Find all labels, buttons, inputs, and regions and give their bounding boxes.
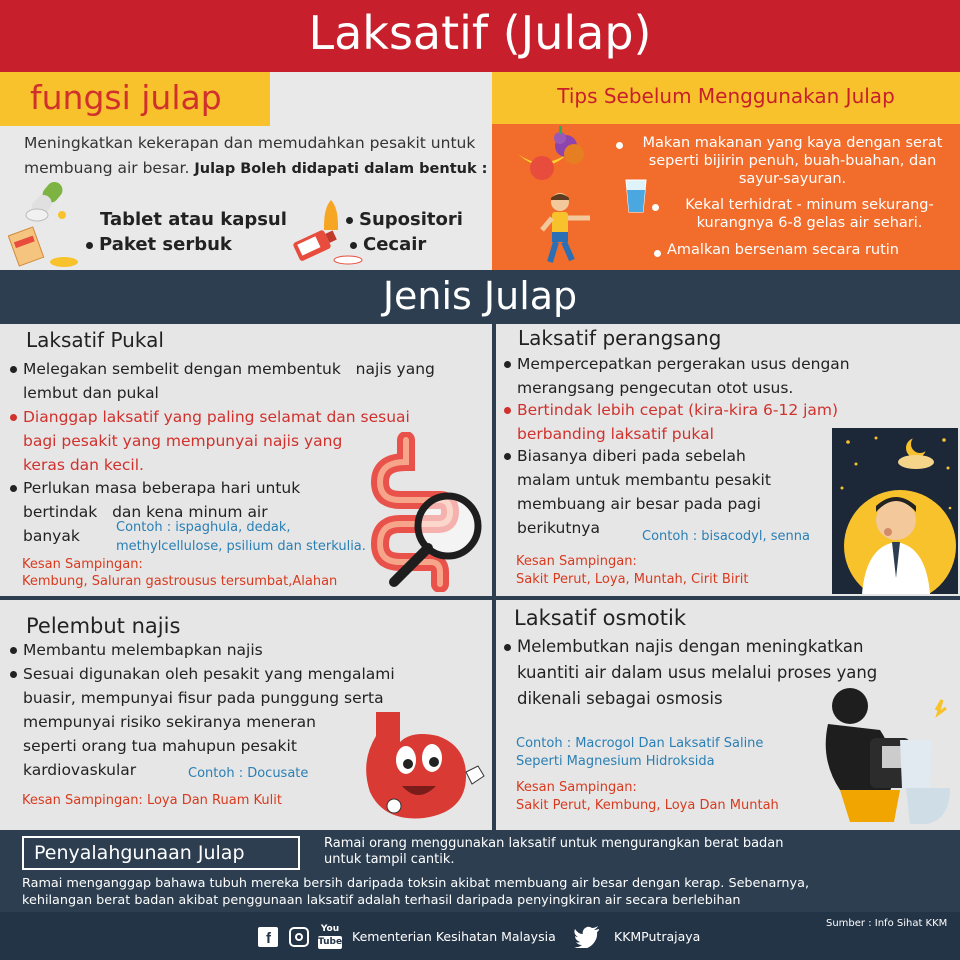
perangsang-b3b: malam untuk membantu pesakit: [517, 471, 771, 489]
perangsang-b2b: berbanding laksatif pukal: [517, 425, 714, 443]
page-title: Laksatif (Julap): [308, 6, 652, 60]
fungsi-text-2a: membuang air besar.: [24, 159, 190, 177]
youtube-icon[interactable]: [318, 923, 342, 951]
tips-item-3: Amalkan bersenam secara rutin: [667, 242, 899, 258]
pelembut-b2c: mempunyai risiko sekiranya meneran: [23, 713, 316, 731]
footer: [0, 912, 960, 960]
perangsang-b1a: Mempercepatkan pergerakan usus dengan: [517, 355, 850, 373]
pelembut-kesan: Kesan Sampingan: Loya Dan Ruam Kulit: [22, 793, 282, 808]
perangsang-b3c: membuang air besar pada pagi: [517, 495, 761, 513]
pelembut-b2b: buasir, mempunyai fisur pada punggung serta: [23, 689, 384, 707]
fungsi-text-1: Meningkatkan kekerapan dan memudahkan pesakit untuk: [24, 134, 476, 152]
pukal-contoh-1: Contoh : ispaghula, dedak,: [116, 520, 291, 535]
pukal-b1a: Melegakan sembelit dengan membentuk: [23, 360, 341, 378]
penyalahgunaan-section: [0, 830, 960, 912]
stomach-character-icon: [354, 706, 488, 826]
perangsang-b3d: berikutnya: [517, 519, 600, 537]
perangsang-b3a: Biasanya diberi pada sebelah: [517, 447, 746, 465]
pukal-kesan-label: Kesan Sampingan:: [22, 557, 143, 572]
sumber-text: Sumber : Info Sihat KKM: [826, 918, 948, 929]
osmotik-title: Laksatif osmotik: [514, 606, 686, 630]
instagram-icon[interactable]: [289, 927, 309, 947]
perangsang-kesan-label: Kesan Sampingan:: [516, 554, 637, 569]
title-bar: [0, 0, 960, 72]
form-tablet: Tablet atau kapsul: [100, 209, 287, 230]
ministry-name: Kementerian Kesihatan Malaysia: [352, 929, 556, 944]
perangsang-b2a: Bertindak lebih cepat (kira-kira 6-12 jam): [517, 401, 839, 419]
pukal-b2a: Dianggap laksatif yang paling selamat dan sesuai: [23, 408, 410, 426]
pukal-b3d: banyak: [23, 527, 80, 545]
penyalahgunaan-line-1: Ramai menganggap bahawa tubuh mereka bersih daripada toksin akibat membuang air besar dengan kerap. Sebenarnya,: [22, 876, 810, 891]
tips-item-1: Makan makanan yang kaya dengan serat seperti bijirin penuh, buah-buahan, dan sayur-sayuran.: [642, 135, 943, 187]
perangsang-b1b: merangsang pengecutan otot usus.: [517, 379, 794, 397]
pelembut-b2e: kardiovaskular: [23, 761, 137, 779]
tips-section: [492, 72, 960, 270]
pukal-b3c: dan kena minum air: [112, 503, 268, 521]
pelembut-contoh: Contoh : Docusate: [188, 766, 309, 781]
perangsang-panel: [496, 324, 960, 596]
night-sleepy-man-icon: [832, 428, 958, 594]
twitter-handle[interactable]: KKMPutrajaya: [614, 929, 701, 944]
osmotik-b1a: Melembutkan najis dengan meningkatkan: [517, 637, 864, 656]
pukal-b1b: najis yang: [355, 360, 435, 378]
pelembut-b1: Membantu melembapkan najis: [23, 641, 263, 659]
penyalahgunaan-side-1: Ramai orang menggunakan laksatif untuk mengurangkan berat badan: [324, 836, 784, 851]
tips-heading: Tips Sebelum Menggunakan Julap: [557, 84, 895, 108]
perangsang-contoh: Contoh : bisacodyl, senna: [642, 529, 810, 544]
pukal-b2b: bagi pesakit yang mempunyai najis yang: [23, 432, 343, 450]
tips-item-2: Kekal terhidrat - minum sekurang-kurangnya 6-8 gelas air sehari.: [685, 197, 934, 231]
fruit-icon: [512, 124, 592, 184]
penyalahgunaan-heading: Penyalahgunaan Julap: [34, 842, 245, 864]
osmotik-kesan-label: Kesan Sampingan:: [516, 780, 637, 795]
youtube-label-top: You: [320, 924, 340, 934]
pukal-contoh-2: methylcellulose, psilium dan sterkulia.: [116, 539, 366, 554]
pukal-title: Laksatif Pukal: [26, 328, 164, 352]
osmotik-contoh-1: Contoh : Macrogol Dan Laksatif Saline: [516, 736, 764, 751]
water-glass-icon: [624, 178, 648, 214]
pukal-b3b: bertindak: [23, 503, 98, 521]
form-cecair: Cecair: [363, 234, 427, 255]
jenis-heading: Jenis Julap: [382, 274, 578, 318]
osmotik-b1c: dikenali sebagai osmosis: [517, 689, 723, 708]
toilet-person-icon: [810, 680, 960, 830]
penyalahgunaan-line-2: kehilangan berat badan akibat penggunaan laksatif adalah terhasil daripada penyingkiran air secara berlebihan: [22, 893, 741, 908]
fungsi-heading: fungsi julap: [30, 78, 222, 117]
osmotik-contoh-2: Seperti Magnesium Hidroksida: [516, 754, 715, 769]
pukal-b2c: keras dan kecil.: [23, 456, 144, 474]
twitter-icon[interactable]: [574, 926, 600, 948]
pelembut-b2a: Sesuai digunakan oleh pesakit yang mengalami: [23, 665, 395, 683]
fungsi-heading-box: [0, 72, 270, 126]
penyalahgunaan-heading-box: [22, 836, 300, 870]
jenis-bar: [0, 270, 960, 324]
pukal-b3a: Perlukan masa beberapa hari untuk: [23, 479, 301, 497]
pelembut-b2d: seperti orang tua mahupun pesakit: [23, 737, 297, 755]
pukal-b1c: lembut dan pukal: [23, 384, 159, 402]
osmotik-b1b: kuantiti air dalam usus melalui proses yang: [517, 663, 878, 682]
perangsang-kesan: Sakit Perut, Loya, Muntah, Cirit Birit: [516, 572, 749, 587]
penyalahgunaan-side-2: untuk tampil cantik.: [324, 852, 455, 867]
capsule-icon: [22, 177, 72, 227]
pelembut-title: Pelembut najis: [26, 614, 181, 638]
fungsi-section: [0, 72, 492, 270]
pukal-panel: [0, 324, 492, 596]
facebook-icon[interactable]: f: [258, 927, 278, 947]
pelembut-panel: [0, 600, 492, 830]
powder-packet-icon: [8, 224, 80, 270]
form-supositori: Supositori: [359, 209, 463, 230]
form-paket: Paket serbuk: [99, 234, 232, 255]
tips-heading-box: [492, 72, 960, 124]
perangsang-title: Laksatif perangsang: [518, 326, 722, 350]
pukal-kesan: Kembung, Saluran gastrousus tersumbat,Alahan: [22, 574, 338, 589]
fungsi-text-2b: Julap Boleh didapati dalam bentuk :: [194, 161, 488, 177]
youtube-label-bottom: Tube: [318, 937, 343, 947]
exercise-child-icon: [536, 190, 596, 270]
intestine-magnifier-icon: [370, 432, 490, 592]
osmotik-kesan: Sakit Perut, Kembung, Loya Dan Muntah: [516, 798, 779, 813]
osmotik-panel: [496, 600, 960, 830]
